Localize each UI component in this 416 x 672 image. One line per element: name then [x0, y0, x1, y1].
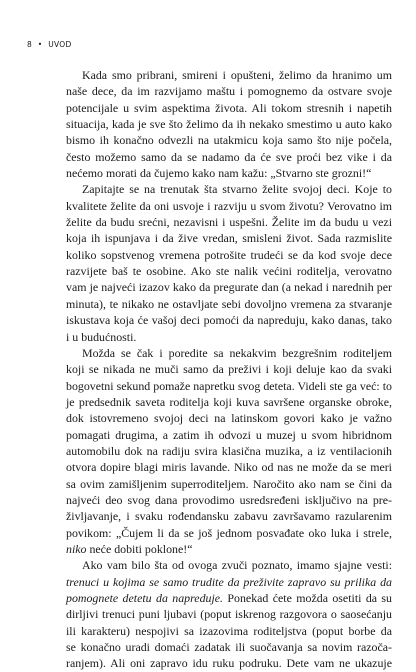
text-line: Ako vam bilo šta od ovoga zvuči poznato, imamo sjajne vesti:: [82, 558, 392, 573]
text-line: razvijete baš te osobine. Ako ste nalik većini roditelja, verovatno: [66, 264, 392, 279]
section-title: UVOD: [48, 40, 72, 49]
text-line: ili karakteru) nespojivi sa izazovima roditeljstva (poput borbe da: [66, 623, 392, 638]
text-line: Zapitajte se na trenutak šta stvarno želite svojoj deci. Koje to: [82, 182, 392, 197]
text-line: situacija, kada je sve što želimo da ih nekako smestimo u auto kako: [66, 117, 392, 132]
page-number: 8: [27, 40, 33, 49]
text-line: povikom: „Čujem li da se još jednom posvađate oko luka i strele,: [66, 525, 392, 540]
text-line: bogovetni sekund pomaže napretku svog deteta. Videli ste ga već: to: [66, 378, 392, 393]
text-line: dok istovremeno svojoj deci na latinskom govori kako je važno: [66, 411, 392, 426]
text-line: nećemo morati da čujemo kako nam kažu: „Stvarno ste grozni!“: [66, 166, 372, 181]
text-line: koliko sopstvenog vremena potrošite trudeći se da kod svoje dece: [66, 247, 392, 262]
text-line: pomagati drugima, a zatim ih odvozi u muzej u svom hibridnom: [66, 427, 392, 442]
text-line: dirljivi trenuci puni ljubavi (poput iskrenog razgovora o saosećanju: [66, 607, 392, 622]
text-line: potencijale u svim aspektima života. Ali tokom stresnih i napetih: [66, 100, 392, 115]
text-line: koja ih ispunjava i da žive vredan, smisleni život. Sada razmislite: [66, 231, 392, 246]
text-line: trenuci u kojima se samo trudite da preživite zapravo su prilika da: [66, 574, 392, 589]
body-text: [66, 67, 392, 672]
text-line: želite da budu srećni, nezavisni i uspešni. Želite im da budu u vezi: [66, 215, 392, 230]
text-line: Kada smo pribrani, smireni i opušteni, želimo da hranimo um: [82, 68, 392, 82]
text-line: se konačno uradi domaći zadatak ili suočavanja sa novim razoča-: [66, 640, 392, 655]
text-line: niko neće dobiti poklone!“: [66, 541, 193, 556]
text-line: vam je najveći izazov kako da pregurate dan (a nekad i narednih per: [66, 280, 392, 295]
text-line: i u budućnosti.: [66, 329, 137, 344]
text-line: otvora dopire blagi miris lavande. Niko od nas ne može da se meri: [66, 460, 392, 475]
text-line: naše dece, da im razvijamo maštu i pomognemo da ostvare svoje: [66, 84, 392, 99]
text-line: ranjem). Ali oni zapravo idu ruku podruku. Dete vam ne ukazuje: [66, 656, 392, 671]
text-line: koji se nikada ne muči samo da preživi i koji deluje kao da svaki: [66, 362, 392, 377]
text-line: automobilu dok na radiju svira klasična muzika, a iz ventilacionih: [66, 443, 392, 458]
text-line: često možemo samo da se nadamo da će sve proći bez vike i da: [66, 149, 392, 164]
text-line: življavanje, i svaku rođendansku zabavu završavamo razularenim: [66, 509, 392, 524]
text-line: Možda se čak i poredite sa nekakvim bezgrešnim roditeljem: [82, 345, 392, 360]
text-line: kvalitete želite da oni usvoje i razviju u svom životu? Verovatno im: [66, 198, 392, 213]
text-line: sa ovim zamišljenim superroditeljem. Naročito ako nam se čini da: [66, 476, 392, 491]
text-line: bismo ih konačno odvezli na utakmicu koja samo što nije počela,: [66, 133, 392, 148]
text-line: pomognete detetu da napreduje. Ponekad ćete možda osetiti da su: [66, 591, 392, 605]
text-line: iskustava koja će vašoj deci pomoći da napreduju, kako danas, tako: [66, 313, 392, 328]
text-line: minuta), te nikako ne ostavljate sebi dovoljno vremena za stvaranje: [66, 296, 392, 311]
running-head: [27, 40, 72, 49]
text-line: najveći deo svog dana provodimo usredsređeni isključivo na pre-: [66, 492, 392, 507]
header-bullet: •: [37, 40, 43, 49]
text-line: je predsednik saveta roditelja koji kuva savršene organske obroke,: [66, 394, 392, 409]
